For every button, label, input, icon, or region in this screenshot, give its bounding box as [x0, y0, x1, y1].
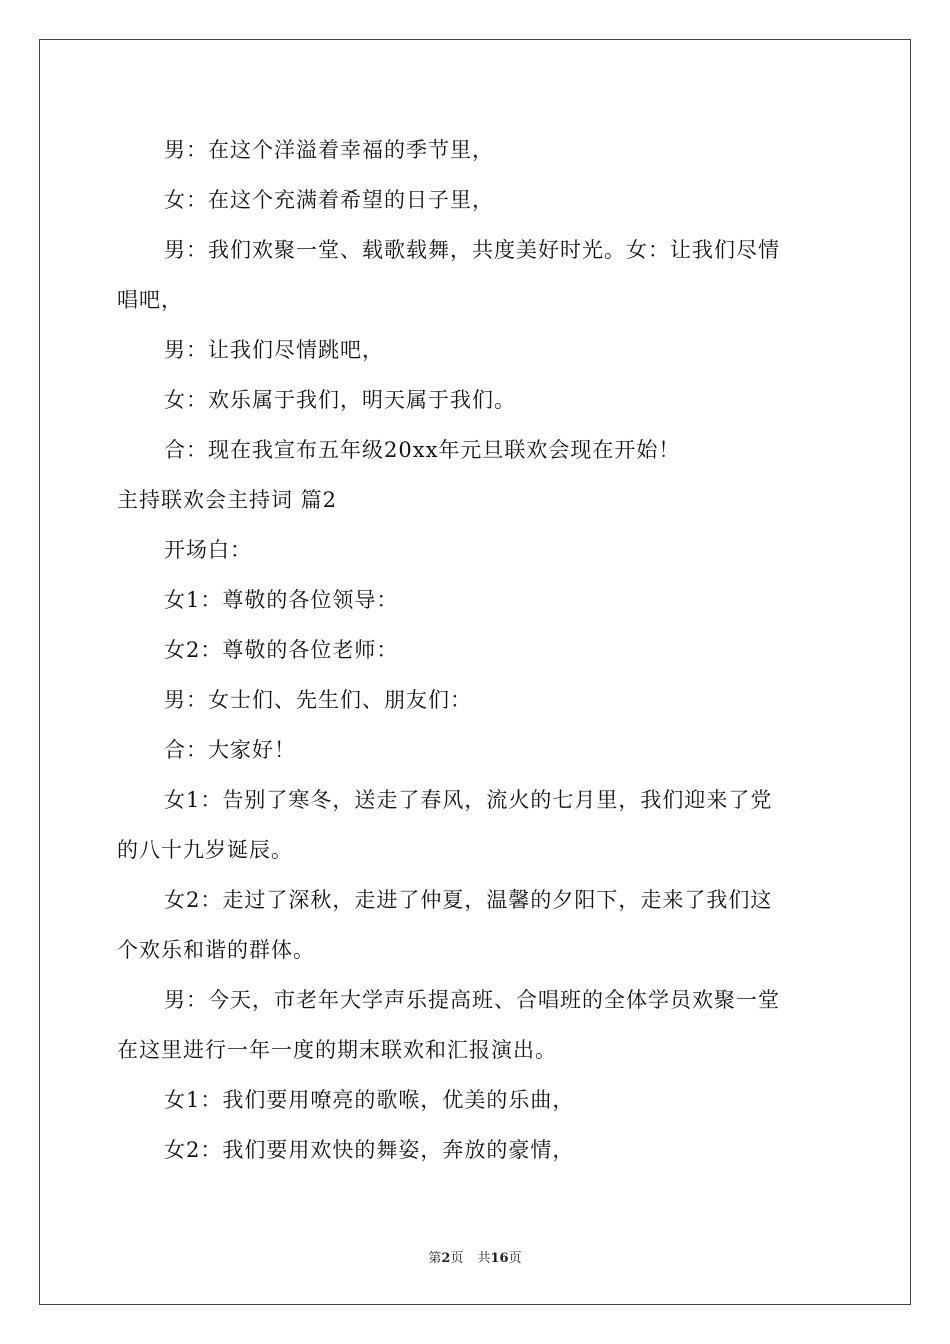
text-line-17: 个欢乐和谐的群体。 — [117, 938, 315, 962]
document-body — [117, 125, 835, 1175]
text-line-18: 男：今天，市老年大学声乐提高班、合唱班的全体学员欢聚一堂 — [164, 988, 780, 1012]
text-line-1: 男：在这个洋溢着幸福的季节里， — [164, 138, 494, 162]
text-line-21: 女2：我们要用欢快的舞姿，奔放的豪情， — [164, 1138, 575, 1162]
text-line-19: 在这里进行一年一度的期末联欢和汇报演出。 — [117, 1038, 557, 1062]
text-line-11: 女2：尊敬的各位老师： — [164, 638, 399, 662]
text-line-2: 女：在这个充满着希望的日子里， — [164, 188, 494, 212]
total-prefix: 共 — [477, 1251, 491, 1266]
text-line-6: 女：欢乐属于我们，明天属于我们。 — [164, 388, 516, 412]
page-number: 2 — [441, 1251, 451, 1266]
text-line-13: 合：大家好！ — [164, 738, 296, 762]
text-line-5: 男：让我们尽情跳吧， — [164, 338, 384, 362]
text-line-7: 合：现在我宣布五年级20xx年元旦联欢会现在开始！ — [164, 438, 681, 462]
text-line-9: 开场白： — [164, 538, 252, 562]
page-suffix: 页 — [450, 1251, 464, 1266]
text-line-15: 的八十九岁诞辰。 — [117, 838, 293, 862]
total-pages: 16 — [490, 1251, 509, 1266]
text-line-16: 女2：走过了深秋，走进了仲夏，温馨的夕阳下，走来了我们这 — [164, 888, 773, 912]
page-footer — [0, 1247, 950, 1266]
text-line-14: 女1：告别了寒冬，送走了春风，流火的七月里，我们迎来了党 — [164, 788, 773, 812]
text-line-4: 唱吧， — [117, 288, 183, 312]
text-line-20: 女1：我们要用嘹亮的歌喉，优美的乐曲， — [164, 1088, 575, 1112]
total-suffix: 页 — [508, 1251, 522, 1266]
text-line-3: 男：我们欢聚一堂、载歌载舞，共度美好时光。女：让我们尽情 — [164, 238, 780, 262]
page-prefix: 第 — [428, 1251, 442, 1266]
section-heading: 主持联欢会主持词 篇2 — [117, 488, 338, 512]
text-line-12: 男：女士们、先生们、朋友们： — [164, 688, 472, 712]
text-line-10: 女1：尊敬的各位领导： — [164, 588, 399, 612]
